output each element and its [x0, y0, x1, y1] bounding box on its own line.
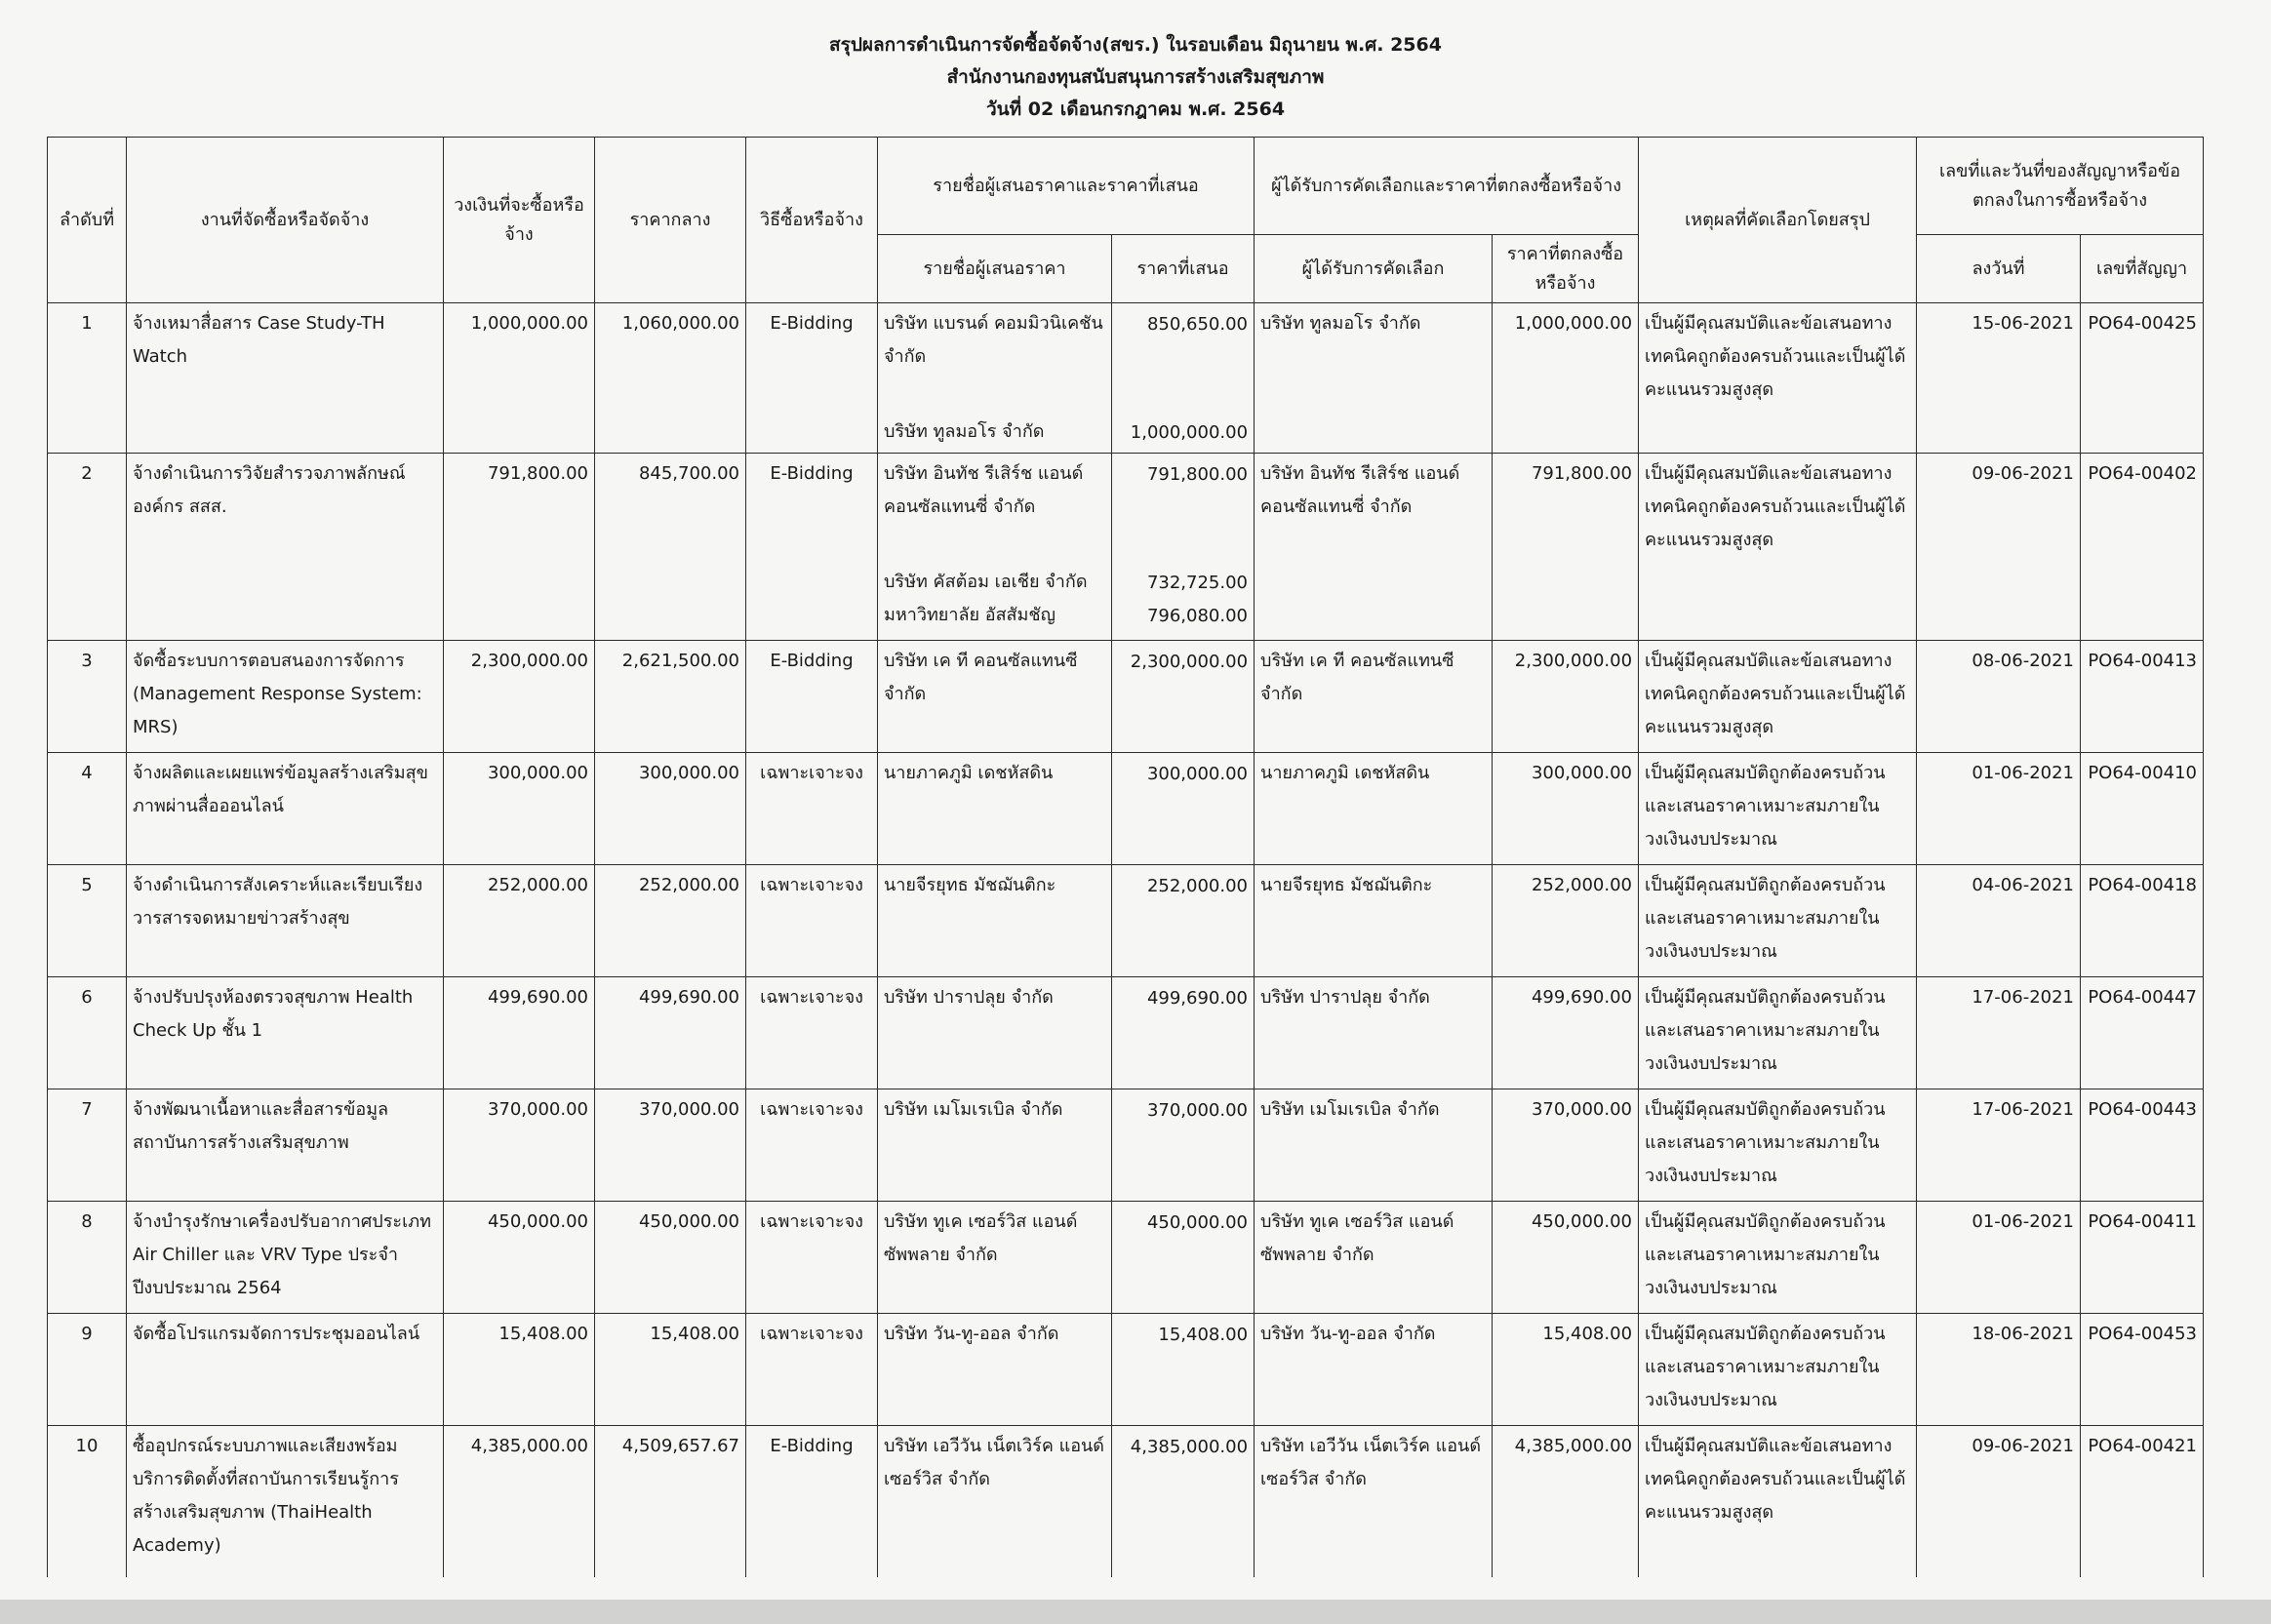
col-header-budget: วงเงินที่จะซื้อหรือจ้าง [444, 138, 595, 303]
median-price: 370,000.00 [595, 1089, 746, 1202]
bidder-name: นายภาคภูมิ เดชหัสดิน [884, 763, 1054, 783]
row-number: 5 [48, 865, 127, 977]
winner-name: บริษัท อินทัช รีเสิร์ช แอนด์ คอนซัลแทนซี่ จำกัด [1255, 454, 1493, 641]
col-header-contract-group: เลขที่และวันที่ของสัญญาหรือข้อตกลงในการซื้อหรือจ้าง [1917, 138, 2204, 235]
bidder-names [878, 303, 1112, 454]
median-price: 4,509,657.67 [595, 1426, 746, 1577]
contract-number: PO64-00411 [2081, 1202, 2204, 1314]
bid-prices [1112, 753, 1255, 865]
budget-amount: 370,000.00 [444, 1089, 595, 1202]
bidder-names [878, 753, 1112, 865]
contract-number: PO64-00421 [2081, 1426, 2204, 1577]
agreed-price: 791,800.00 [1493, 454, 1639, 641]
contract-date: 08-06-2021 [1917, 641, 2081, 753]
bidder-names [878, 454, 1112, 641]
row-number: 6 [48, 977, 127, 1089]
selection-reason: เป็นผู้มีคุณสมบัติถูกต้องครบถ้วนและเสนอราคาเหมาะสมภายในวงเงินงบประมาณ [1639, 753, 1917, 865]
contract-number: PO64-00447 [2081, 977, 2204, 1089]
bid-price: 15,408.00 [1158, 1324, 1249, 1345]
winner-name: นายภาคภูมิ เดชหัสดิน [1255, 753, 1493, 865]
bidder-names [878, 1314, 1112, 1426]
bid-prices [1112, 865, 1255, 977]
table-row [48, 1089, 2204, 1202]
bidder-name: บริษัท ปาราปลุย จำกัด [884, 987, 1054, 1008]
procurement-method: เฉพาะเจาะจง [746, 1314, 878, 1426]
contract-number: PO64-00402 [2081, 454, 2204, 641]
bid-prices [1112, 1202, 1255, 1314]
bidder-name: นายจีรยุทธ มัชฌันติกะ [884, 875, 1056, 895]
bidder-name: บริษัท แบรนด์ คอมมิวนิเคชัน จำกัด [884, 313, 1103, 367]
bid-prices [1112, 977, 1255, 1089]
budget-amount: 300,000.00 [444, 753, 595, 865]
budget-amount: 252,000.00 [444, 865, 595, 977]
median-price: 499,690.00 [595, 977, 746, 1089]
contract-number: PO64-00453 [2081, 1314, 2204, 1426]
agency-name: สำนักงานกองทุนสนับสนุนการสร้างเสริมสุขภาพ [946, 66, 1325, 88]
agreed-price: 300,000.00 [1493, 753, 1639, 865]
bid-prices [1112, 1426, 1255, 1577]
col-header-no: ลำดับที่ [48, 138, 127, 303]
bidder-names [878, 641, 1112, 753]
report-date: วันที่ 02 เดือนกรกฎาคม พ.ศ. 2564 [985, 99, 1286, 120]
bid-prices [1112, 303, 1255, 454]
table-body [48, 303, 2204, 1577]
median-price: 450,000.00 [595, 1202, 746, 1314]
scan-edge [0, 1600, 2271, 1624]
bidder-name: มหาวิทยาลัย อัสสัมชัญ [884, 605, 1056, 625]
bid-prices [1112, 641, 1255, 753]
bidder-names [878, 1426, 1112, 1577]
bidder-name: บริษัท คัสต้อม เอเชีย จำกัด [884, 572, 1088, 592]
contract-date: 15-06-2021 [1917, 303, 2081, 454]
table-row [48, 454, 2204, 641]
budget-amount: 499,690.00 [444, 977, 595, 1089]
contract-number: PO64-00443 [2081, 1089, 2204, 1202]
table-row [48, 641, 2204, 753]
winner-name: บริษัท เค ที คอนซัลแทนซี จำกัด [1255, 641, 1493, 753]
task-description: ซื้ออุปกรณ์ระบบภาพและเสียงพร้อมบริการติดตั้งที่สถาบันการเรียนรู้การสร้างเสริมสุขภาพ (ThaiHealth Academy) [127, 1426, 444, 1577]
selection-reason: เป็นผู้มีคุณสมบัติถูกต้องครบถ้วนและเสนอราคาเหมาะสมภายในวงเงินงบประมาณ [1639, 1314, 1917, 1426]
task-description: จ้างพัฒนาเนื้อหาและสื่อสารข้อมูลสถาบันการสร้างเสริมสุขภาพ [127, 1089, 444, 1202]
median-price: 1,060,000.00 [595, 303, 746, 454]
procurement-method: เฉพาะเจาะจง [746, 1202, 878, 1314]
contract-date: 01-06-2021 [1917, 753, 2081, 865]
col-header-method: วิธีซื้อหรือจ้าง [746, 138, 878, 303]
contract-date: 04-06-2021 [1917, 865, 2081, 977]
contract-number: PO64-00410 [2081, 753, 2204, 865]
contract-date: 09-06-2021 [1917, 454, 2081, 641]
document-header [0, 29, 2271, 126]
row-number: 2 [48, 454, 127, 641]
row-number: 9 [48, 1314, 127, 1426]
col-header-bid-price: ราคาที่เสนอ [1112, 235, 1255, 303]
table-row [48, 865, 2204, 977]
budget-amount: 450,000.00 [444, 1202, 595, 1314]
procurement-method: E-Bidding [746, 641, 878, 753]
bid-price: 850,650.00 [1146, 313, 1249, 335]
task-description: จ้างดำเนินการวิจัยสำรวจภาพลักษณ์องค์กร สสส. [127, 454, 444, 641]
winner-name: บริษัท ปาราปลุย จำกัด [1255, 977, 1493, 1089]
winner-name: บริษัท ทูลมอโร จำกัด [1255, 303, 1493, 454]
winner-name: บริษัท เอวีวัน เน็ตเวิร์ค แอนด์ เซอร์วิส จำกัด [1255, 1426, 1493, 1577]
task-description: จ้างปรับปรุงห้องตรวจสุขภาพ Health Check Up ชั้น 1 [127, 977, 444, 1089]
bid-price: 450,000.00 [1146, 1211, 1249, 1233]
agreed-price: 15,408.00 [1493, 1314, 1639, 1426]
bid-price: 499,690.00 [1146, 987, 1249, 1009]
agreed-price: 499,690.00 [1493, 977, 1639, 1089]
task-description: จ้างผลิตและเผยแพร่ข้อมูลสร้างเสริมสุขภาพผ่านสื่อออนไลน์ [127, 753, 444, 865]
bidder-names [878, 1202, 1112, 1314]
winner-name: บริษัท เมโมเรเบิล จำกัด [1255, 1089, 1493, 1202]
bid-price: 252,000.00 [1146, 875, 1249, 896]
contract-date: 01-06-2021 [1917, 1202, 2081, 1314]
bid-prices [1112, 454, 1255, 641]
budget-amount: 2,300,000.00 [444, 641, 595, 753]
col-header-contract-no: เลขที่สัญญา [2081, 235, 2204, 303]
task-description: จ้างเหมาสื่อสาร Case Study-TH Watch [127, 303, 444, 454]
col-header-agreed-price: ราคาที่ตกลงซื้อหรือจ้าง [1493, 235, 1639, 303]
selection-reason: เป็นผู้มีคุณสมบัติและข้อเสนอทางเทคนิคถูกต้องครบถ้วนและเป็นผู้ได้คะแนนรวมสูงสุด [1639, 454, 1917, 641]
procurement-method: E-Bidding [746, 454, 878, 641]
bidder-name: บริษัท ทูลมอโร จำกัด [884, 421, 1045, 442]
report-title: สรุปผลการดำเนินการจัดซื้อจัดจ้าง(สขร.) ในรอบเดือน มิถุนายน พ.ศ. 2564 [829, 34, 1442, 56]
bid-prices [1112, 1314, 1255, 1426]
col-header-winner-group: ผู้ได้รับการคัดเลือกและราคาที่ตกลงซื้อหรือจ้าง [1255, 138, 1639, 235]
row-number: 7 [48, 1089, 127, 1202]
procurement-method: เฉพาะเจาะจง [746, 1089, 878, 1202]
row-number: 8 [48, 1202, 127, 1314]
bidder-names [878, 977, 1112, 1089]
median-price: 2,621,500.00 [595, 641, 746, 753]
selection-reason: เป็นผู้มีคุณสมบัติถูกต้องครบถ้วนและเสนอราคาเหมาะสมภายในวงเงินงบประมาณ [1639, 1089, 1917, 1202]
agreed-price: 252,000.00 [1493, 865, 1639, 977]
task-description: จ้างดำเนินการสังเคราะห์และเรียบเรียงวารสารจดหมายข่าวสร้างสุข [127, 865, 444, 977]
table-row [48, 1426, 2204, 1577]
row-number: 1 [48, 303, 127, 454]
bidder-names [878, 1089, 1112, 1202]
contract-number: PO64-00425 [2081, 303, 2204, 454]
table-row [48, 977, 2204, 1089]
median-price: 300,000.00 [595, 753, 746, 865]
budget-amount: 791,800.00 [444, 454, 595, 641]
bid-price: 300,000.00 [1146, 763, 1249, 784]
table-row [48, 303, 2204, 454]
row-number: 4 [48, 753, 127, 865]
selection-reason: เป็นผู้มีคุณสมบัติถูกต้องครบถ้วนและเสนอราคาเหมาะสมภายในวงเงินงบประมาณ [1639, 1202, 1917, 1314]
selection-reason: เป็นผู้มีคุณสมบัติและข้อเสนอทางเทคนิคถูกต้องครบถ้วนและเป็นผู้ได้คะแนนรวมสูงสุด [1639, 303, 1917, 454]
bid-prices [1112, 1089, 1255, 1202]
task-description: จัดซื้อระบบการตอบสนองการจัดการ (Management Response System: MRS) [127, 641, 444, 753]
row-number: 3 [48, 641, 127, 753]
task-description: จ้างบำรุงรักษาเครื่องปรับอากาศประเภท Air Chiller และ VRV Type ประจำปีงบประมาณ 2564 [127, 1202, 444, 1314]
budget-amount: 1,000,000.00 [444, 303, 595, 454]
bid-price: 1,000,000.00 [1130, 421, 1249, 443]
procurement-method: เฉพาะเจาะจง [746, 865, 878, 977]
col-header-task: งานที่จัดซื้อหรือจัดจ้าง [127, 138, 444, 303]
procurement-method: เฉพาะเจาะจง [746, 977, 878, 1089]
table-row [48, 1314, 2204, 1426]
bidder-name: บริษัท ทูเค เซอร์วิส แอนด์ ซัพพลาย จำกัด [884, 1211, 1078, 1265]
table-row [48, 1202, 2204, 1314]
selection-reason: เป็นผู้มีคุณสมบัติถูกต้องครบถ้วนและเสนอราคาเหมาะสมภายในวงเงินงบประมาณ [1639, 977, 1917, 1089]
procurement-table [47, 137, 2204, 1577]
bidder-name: บริษัท เมโมเรเบิล จำกัด [884, 1099, 1063, 1120]
contract-date: 18-06-2021 [1917, 1314, 2081, 1426]
contract-date: 17-06-2021 [1917, 1089, 2081, 1202]
selection-reason: เป็นผู้มีคุณสมบัติและข้อเสนอทางเทคนิคถูกต้องครบถ้วนและเป็นผู้ได้คะแนนรวมสูงสุด [1639, 641, 1917, 753]
col-header-reason: เหตุผลที่คัดเลือกโดยสรุป [1639, 138, 1917, 303]
selection-reason: เป็นผู้มีคุณสมบัติถูกต้องครบถ้วนและเสนอราคาเหมาะสมภายในวงเงินงบประมาณ [1639, 865, 1917, 977]
agreed-price: 4,385,000.00 [1493, 1426, 1639, 1577]
winner-name: นายจีรยุทธ มัชฌันติกะ [1255, 865, 1493, 977]
col-header-date: ลงวันที่ [1917, 235, 2081, 303]
budget-amount: 15,408.00 [444, 1314, 595, 1426]
bidder-name: บริษัท วัน-ทู-ออล จำกัด [884, 1324, 1059, 1344]
agreed-price: 370,000.00 [1493, 1089, 1639, 1202]
bidder-name: บริษัท เค ที คอนซัลแทนซี จำกัด [884, 651, 1078, 704]
selection-reason: เป็นผู้มีคุณสมบัติและข้อเสนอทางเทคนิคถูกต้องครบถ้วนและเป็นผู้ได้คะแนนรวมสูงสุด [1639, 1426, 1917, 1577]
agreed-price: 450,000.00 [1493, 1202, 1639, 1314]
col-header-bidders-group: รายชื่อผู้เสนอราคาและราคาที่เสนอ [878, 138, 1255, 235]
contract-number: PO64-00418 [2081, 865, 2204, 977]
task-description: จัดซื้อโปรแกรมจัดการประชุมออนไลน์ [127, 1314, 444, 1426]
bidder-name: บริษัท อินทัช รีเสิร์ช แอนด์ คอนซัลแทนซี่ จำกัด [884, 463, 1084, 517]
median-price: 845,700.00 [595, 454, 746, 641]
procurement-method: เฉพาะเจาะจง [746, 753, 878, 865]
contract-date: 17-06-2021 [1917, 977, 2081, 1089]
winner-name: บริษัท ทูเค เซอร์วิส แอนด์ ซัพพลาย จำกัด [1255, 1202, 1493, 1314]
table-row [48, 753, 2204, 865]
col-header-bidder-name: รายชื่อผู้เสนอราคา [878, 235, 1112, 303]
contract-number: PO64-00413 [2081, 641, 2204, 753]
col-header-median: ราคากลาง [595, 138, 746, 303]
bid-price: 791,800.00 [1146, 463, 1249, 485]
row-number: 10 [48, 1426, 127, 1577]
budget-amount: 4,385,000.00 [444, 1426, 595, 1577]
procurement-method: E-Bidding [746, 1426, 878, 1577]
procurement-method: E-Bidding [746, 303, 878, 454]
median-price: 15,408.00 [595, 1314, 746, 1426]
agreed-price: 1,000,000.00 [1493, 303, 1639, 454]
agreed-price: 2,300,000.00 [1493, 641, 1639, 753]
median-price: 252,000.00 [595, 865, 746, 977]
bidder-names [878, 865, 1112, 977]
bid-price: 732,725.00 [1146, 572, 1249, 593]
bid-price: 2,300,000.00 [1130, 651, 1249, 672]
bid-price: 4,385,000.00 [1130, 1436, 1249, 1457]
bid-price: 796,080.00 [1146, 605, 1249, 626]
col-header-winner-name: ผู้ได้รับการคัดเลือก [1255, 235, 1493, 303]
bidder-name: บริษัท เอวีวัน เน็ตเวิร์ค แอนด์ เซอร์วิส จำกัด [884, 1436, 1104, 1489]
bid-price: 370,000.00 [1146, 1099, 1249, 1121]
contract-date: 09-06-2021 [1917, 1426, 2081, 1577]
winner-name: บริษัท วัน-ทู-ออล จำกัด [1255, 1314, 1493, 1426]
